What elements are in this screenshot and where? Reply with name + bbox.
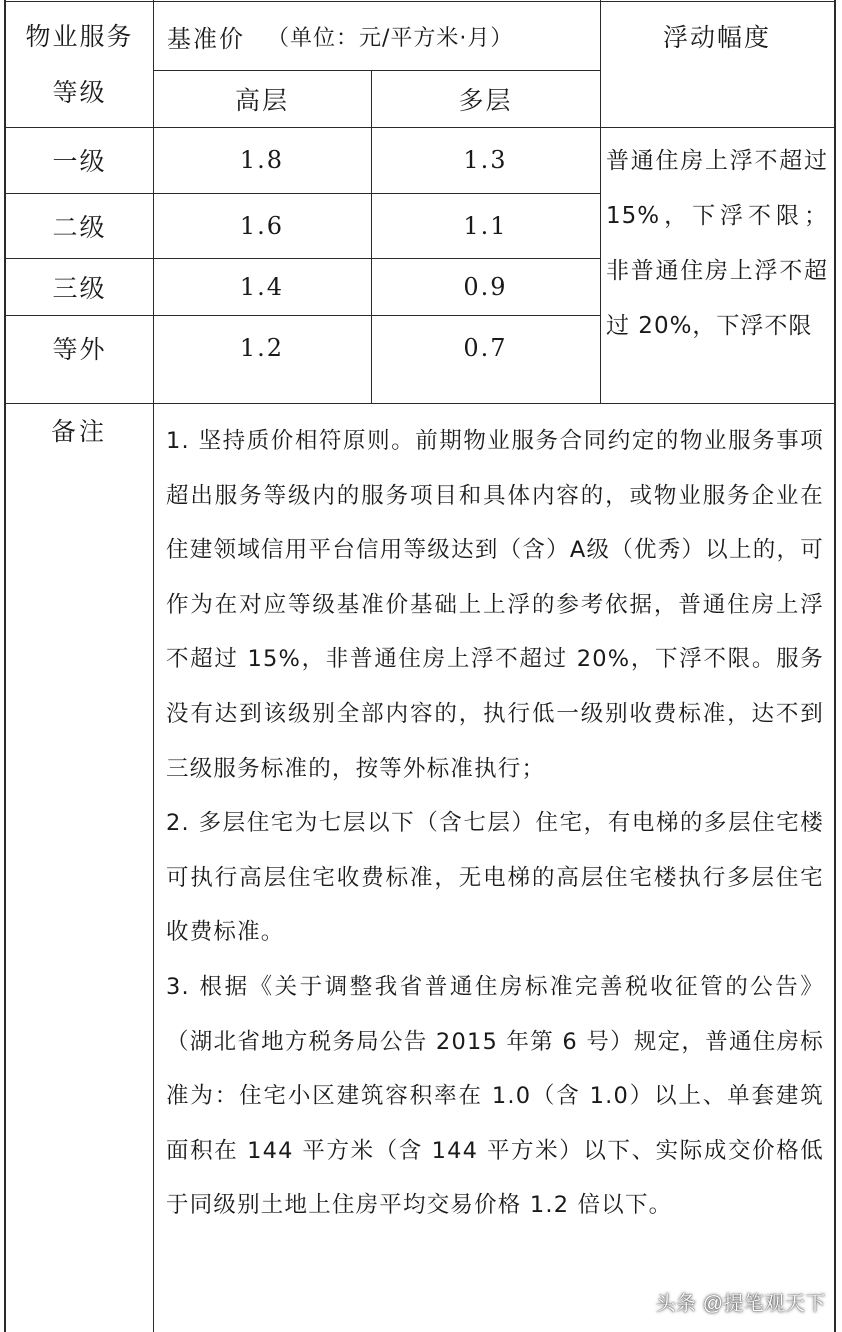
table-row-high-price: 1.8 — [239, 146, 285, 174]
table-rule — [4, 403, 836, 404]
table-row-multi-price: 0.9 — [463, 272, 508, 301]
float-range-text: 普通住房上浮不超过 15%，下浮不限；非普通住房上浮不超过 20%，下浮不限 — [606, 148, 828, 339]
grade-header-line1: 物业服务 — [25, 21, 134, 51]
table-row-multi-price: 1.1 — [463, 211, 508, 240]
high-rise-label: 高层 — [234, 85, 289, 115]
remarks-label: 备注 — [50, 417, 107, 446]
multi-storey-header — [371, 70, 600, 127]
table-row-high-price: 1.6 — [239, 211, 285, 240]
remark-item-2: 2. 多层住宅为七层以下（含七层）住宅，有电梯的多层住宅楼可执行高层住宅收费标准，无电梯的高层住宅楼执行多层住宅收费标准。 — [166, 810, 824, 946]
multi-storey-label: 多层 — [458, 85, 513, 115]
base-price-label: 基准价 — [167, 24, 245, 53]
remark-item-1: 1. 坚持质价相符原则。前期物业服务合同约定的物业服务事项超出服务等级内的服务项目和具体内容的，或物业服务企业在住建领域信用平台信用等级达到（含）A级（优秀）以上的，可作为在对应等级基准价基础上上浮的参考依据，普通住房上浮不超过 15%，非普通住房上浮不超过 20%，下浮不限。服务没有达到该级别全部内容的，执行低一级别收费标准，达不到三级服务标准的，按等外标准执行； — [166, 428, 824, 782]
table-row-high-price: 1.4 — [239, 272, 285, 301]
high-rise-header — [153, 70, 371, 127]
unit-label: （单位：元/平方米·月） — [267, 25, 514, 51]
table-row-grade: 三级 — [52, 273, 107, 303]
table-row-grade: 二级 — [52, 212, 107, 242]
watermark: 头条 @提笔观天下 — [655, 1293, 826, 1315]
remark-item-3: 3. 根据《关于调整我省普通住房标准完善税收征管的公告》（湖北省地方税务局公告 2015 年第 6 号）规定，普通住房标准为：住宅小区建筑容积率在 1.0（含 1.0）以上、单套建筑面积在 144 平方米（含 144 平方米）以下、实际成交价格低于同级别土地上住房平均交易价格 1.2 倍以下。 — [166, 973, 824, 1219]
remarks-notes — [166, 414, 824, 1233]
table-row-grade: 一级 — [52, 147, 107, 176]
grade-header — [6, 2, 153, 127]
table-row-multi-price: 0.7 — [463, 334, 508, 362]
base-price-header — [153, 2, 600, 70]
table-row-grade: 等外 — [52, 335, 107, 364]
grade-header-line2: 等级 — [52, 77, 107, 107]
table-row-multi-price: 1.3 — [463, 146, 508, 174]
float-range-header — [600, 2, 834, 70]
table-row-high-price: 1.2 — [239, 334, 285, 362]
float-range-label: 浮动幅度 — [662, 23, 771, 52]
